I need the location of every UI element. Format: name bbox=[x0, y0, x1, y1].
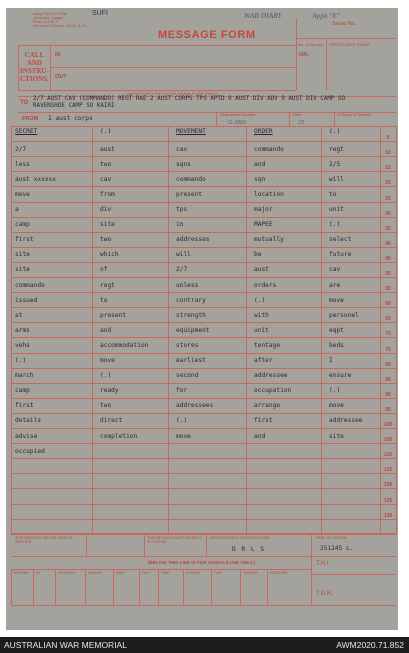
message-word: a bbox=[15, 206, 19, 213]
message-word: tps bbox=[176, 206, 188, 213]
message-word: (.) bbox=[100, 372, 112, 379]
message-word: move bbox=[329, 297, 344, 304]
message-word: stores bbox=[176, 342, 199, 349]
message-word: direct bbox=[100, 417, 123, 424]
message-word: advise bbox=[15, 433, 38, 440]
form-code-line: (Adopted, Large) bbox=[33, 15, 64, 20]
message-word: present bbox=[176, 191, 203, 198]
message-word: and bbox=[100, 327, 112, 334]
message-word: first bbox=[15, 402, 34, 409]
grid-row-line bbox=[11, 307, 396, 308]
message-word: of bbox=[100, 266, 108, 273]
no-of-groups-label: No. of Groups bbox=[298, 42, 323, 47]
system-column-line bbox=[11, 569, 12, 605]
message-word: arms bbox=[15, 327, 30, 334]
row-number: 65 bbox=[385, 316, 391, 322]
from-label: FROM bbox=[22, 116, 39, 122]
message-word: (.) bbox=[254, 297, 266, 304]
message-word: (.) bbox=[329, 387, 341, 394]
message-word: strength bbox=[176, 312, 206, 319]
row-number: 35 bbox=[385, 226, 391, 232]
message-word: orders bbox=[254, 282, 277, 289]
row-number: 40 bbox=[385, 241, 391, 247]
in-reply-label: In Reply to Number bbox=[337, 112, 372, 117]
row-number: 50 bbox=[385, 271, 391, 277]
system-column-line bbox=[211, 569, 212, 605]
message-word: cav bbox=[100, 176, 112, 183]
message-word: vehs bbox=[15, 342, 30, 349]
message-word: first bbox=[15, 236, 34, 243]
grid-row-line bbox=[11, 277, 396, 278]
grid-column-line bbox=[168, 126, 169, 534]
row-number: 115 bbox=[383, 467, 393, 473]
message-word: site bbox=[15, 251, 30, 258]
message-word: I bbox=[329, 357, 333, 364]
form-title: MESSAGE FORM bbox=[158, 29, 256, 41]
grid-row-line bbox=[11, 262, 396, 263]
message-word: second bbox=[176, 372, 199, 379]
row-number: 120 bbox=[383, 482, 393, 488]
message-word: after bbox=[254, 357, 273, 364]
message-word: MAPEE bbox=[254, 221, 273, 228]
message-word: move bbox=[100, 357, 115, 364]
message-word: sqns bbox=[176, 161, 191, 168]
message-word: less bbox=[15, 161, 30, 168]
war-diary-annotation: WAR DIARY bbox=[244, 11, 282, 20]
message-word: at bbox=[15, 312, 23, 319]
message-word: site bbox=[15, 266, 30, 273]
message-word: (.) bbox=[15, 357, 27, 364]
grid-row-line bbox=[11, 156, 396, 157]
message-word: ready bbox=[100, 387, 119, 394]
message-word: addressee bbox=[254, 372, 288, 379]
row-number: 95 bbox=[385, 407, 391, 413]
below-line-note: (BELOW THIS LINE IS FOR SIGNALS USE ONLY.) bbox=[148, 560, 256, 565]
time-of-origin-value: 251245 L. bbox=[320, 545, 354, 552]
archive-reference: AWM2020.71.852 bbox=[336, 640, 404, 650]
message-word: 2/7 bbox=[15, 146, 27, 153]
message-word: SECRET bbox=[15, 128, 38, 135]
row-number: 25 bbox=[385, 196, 391, 202]
grid-row-line bbox=[11, 232, 396, 233]
grid-column-line bbox=[92, 126, 93, 534]
message-word: unless bbox=[176, 282, 199, 289]
serial-no-label: Serial No. bbox=[332, 21, 357, 27]
grid-row-line bbox=[11, 141, 396, 142]
grid-row-line bbox=[11, 337, 396, 338]
message-word: sqn bbox=[254, 176, 266, 183]
grid-row-line bbox=[11, 443, 396, 444]
system-column-line bbox=[240, 569, 241, 605]
message-word: MOVEMENT bbox=[176, 128, 206, 135]
message-word: arrange bbox=[254, 402, 281, 409]
message-word: completion bbox=[100, 433, 138, 440]
system-column-line bbox=[33, 569, 34, 605]
message-word: beds bbox=[329, 342, 344, 349]
system-column-label: IN bbox=[36, 571, 40, 575]
message-word: two bbox=[100, 236, 112, 243]
gr-label: GR. bbox=[299, 52, 309, 58]
grid-row-line bbox=[11, 519, 396, 520]
message-word: march bbox=[15, 372, 34, 379]
cypher-note: THIS MESSAGE MUST BE SENT IN CYPHER bbox=[147, 536, 202, 544]
message-word: first bbox=[254, 417, 273, 424]
message-word: camp bbox=[15, 221, 30, 228]
system-column-line bbox=[139, 569, 140, 605]
system-column-label: SENT bbox=[116, 571, 126, 575]
message-word: in bbox=[176, 221, 184, 228]
message-word: personel bbox=[329, 312, 359, 319]
row-number: 10 bbox=[385, 150, 391, 156]
call-and-instructions-label: CALL AND INSTRU- CTIONS. bbox=[20, 51, 49, 83]
message-word: future bbox=[329, 251, 352, 258]
sent-as-written-note: THIS MESSAGE MAY BE SENT AS WRITTEN bbox=[15, 536, 73, 544]
grid-row-line bbox=[11, 473, 396, 474]
system-column-line bbox=[267, 569, 268, 605]
grid-column-line bbox=[246, 126, 247, 534]
appendix-annotation: Appx "E" bbox=[312, 11, 341, 20]
message-word: which bbox=[100, 251, 119, 258]
grid-row-line bbox=[11, 458, 396, 459]
message-word: addresses bbox=[176, 236, 210, 243]
message-word: move bbox=[176, 433, 191, 440]
message-word: (.) bbox=[100, 128, 112, 135]
row-number: 15 bbox=[385, 165, 391, 171]
message-word: and bbox=[254, 433, 266, 440]
message-word: be bbox=[254, 251, 262, 258]
row-number: 100 bbox=[383, 422, 393, 428]
message-word: regt bbox=[100, 282, 115, 289]
system-column-line bbox=[85, 569, 86, 605]
row-number: 55 bbox=[385, 286, 391, 292]
message-word: eqpt bbox=[329, 327, 344, 334]
grid-row-line bbox=[11, 488, 396, 489]
grid-row-line bbox=[11, 171, 396, 172]
grid-row-line bbox=[11, 322, 396, 323]
message-word: aust bbox=[254, 266, 269, 273]
system-column-label: TIME bbox=[161, 571, 170, 575]
form-code-block bbox=[33, 12, 93, 28]
originator-instructions-value: D R L S bbox=[232, 546, 266, 553]
message-word: mutually bbox=[254, 236, 284, 243]
message-word: cav bbox=[176, 146, 188, 153]
office-date-stamp-label: OFFICE DATE STAMP bbox=[329, 42, 370, 47]
from-value: 1 aust corps bbox=[48, 115, 93, 122]
footer-bottom-line bbox=[11, 605, 396, 606]
row-number: 30 bbox=[385, 211, 391, 217]
grid-column-line bbox=[396, 126, 397, 534]
grid-column-line bbox=[321, 126, 322, 534]
row-number: 110 bbox=[383, 452, 393, 458]
out-label: OUT bbox=[55, 74, 67, 80]
message-word: tentage bbox=[254, 342, 281, 349]
message-word: div bbox=[100, 206, 112, 213]
message-word: will bbox=[329, 176, 344, 183]
message-word: addressee bbox=[329, 417, 363, 424]
date-value: 25 bbox=[298, 119, 305, 126]
to-line: 2/7 AUST CAV (COMMANDO) REGT RAE 2 AUST CORPS TPS APTD 9 AUST DIV ADV 9 AUST DIV CAMP SO bbox=[33, 96, 346, 102]
message-word: commando bbox=[15, 282, 45, 289]
message-word: ORDER bbox=[254, 128, 273, 135]
grid-row-line bbox=[11, 353, 396, 354]
row-number: 70 bbox=[385, 331, 391, 337]
grid-row-line bbox=[11, 217, 396, 218]
message-word: unit bbox=[329, 206, 344, 213]
message-word: for bbox=[176, 387, 188, 394]
message-word: location bbox=[254, 191, 284, 198]
system-column-label: SYSTEM bbox=[14, 571, 28, 575]
message-word: present bbox=[100, 312, 127, 319]
form-code-line: Army Form C.2136 bbox=[33, 11, 67, 16]
grid-row-line bbox=[11, 383, 396, 384]
message-word: addressees bbox=[176, 402, 214, 409]
message-word: site bbox=[100, 221, 115, 228]
to-line: RAVENSHOE CAMP SO KAIRI bbox=[33, 103, 115, 109]
tor-label: T.O.R. bbox=[316, 591, 334, 597]
grid-column-line bbox=[11, 126, 12, 534]
system-column-line bbox=[158, 569, 159, 605]
system-column-line bbox=[55, 569, 56, 605]
message-word: equipment bbox=[176, 327, 210, 334]
grid-row-line bbox=[11, 504, 396, 505]
row-number: 75 bbox=[385, 347, 391, 353]
originators-number-label: Originator's Number bbox=[220, 112, 256, 117]
date-label: Date bbox=[293, 112, 302, 117]
message-word: two bbox=[100, 402, 112, 409]
in-label: IN bbox=[55, 52, 61, 58]
message-word: contrary bbox=[176, 297, 206, 304]
message-word: camp bbox=[15, 387, 30, 394]
message-word: site bbox=[329, 433, 344, 440]
row-number: 105 bbox=[383, 437, 393, 443]
grid-row-line bbox=[11, 428, 396, 429]
message-word: select bbox=[329, 236, 352, 243]
grid-row-line bbox=[11, 398, 396, 399]
message-word: accommodation bbox=[100, 342, 149, 349]
system-column-label: SENDER bbox=[88, 571, 103, 575]
row-number: 20 bbox=[385, 180, 391, 186]
system-column-label: SENDER bbox=[243, 571, 258, 575]
message-form bbox=[6, 8, 398, 630]
grid-row-line bbox=[11, 202, 396, 203]
row-number: 130 bbox=[383, 513, 393, 519]
system-column-label: RECEIVED bbox=[270, 571, 288, 575]
message-word: issued bbox=[15, 297, 38, 304]
signals-use-note: (ABOVE THIS LINE IS FOR SIGNALS USE ONLY) bbox=[126, 91, 217, 96]
form-code-line: Pads of 100 F bbox=[33, 19, 58, 24]
message-word: aust bbox=[100, 146, 115, 153]
message-word: 2/5 bbox=[329, 161, 341, 168]
code-word: SUFI bbox=[92, 10, 108, 17]
system-column-label: TIME bbox=[214, 571, 223, 575]
message-word: to bbox=[100, 297, 108, 304]
thi-label: T.H.I. bbox=[316, 561, 331, 567]
message-word: 2/7 bbox=[176, 266, 188, 273]
row-number: 45 bbox=[385, 256, 391, 262]
message-word: unit bbox=[254, 327, 269, 334]
grid-row-line bbox=[11, 186, 396, 187]
message-word: two bbox=[100, 161, 112, 168]
row-number: 80 bbox=[385, 362, 391, 368]
message-word: regt bbox=[329, 146, 344, 153]
system-column-label: OUT bbox=[142, 571, 150, 575]
system-column-label: SYSTEM bbox=[186, 571, 200, 575]
message-word: occupied bbox=[15, 448, 45, 455]
form-code-line: (Revised October, 1943) (L.P.) bbox=[33, 23, 87, 28]
row-number: 90 bbox=[385, 392, 391, 398]
grid-row-line bbox=[11, 126, 396, 127]
row-number: 60 bbox=[385, 301, 391, 307]
message-word: occupation bbox=[254, 387, 292, 394]
system-column-line bbox=[113, 569, 114, 605]
message-word: (.) bbox=[176, 417, 188, 424]
row-number: 85 bbox=[385, 377, 391, 383]
message-word: to bbox=[329, 191, 337, 198]
message-word: major bbox=[254, 206, 273, 213]
system-column-label: RECEIVED bbox=[58, 571, 76, 575]
message-word: (.) bbox=[329, 221, 341, 228]
archive-name: AUSTRALIAN WAR MEMORIAL bbox=[4, 640, 127, 650]
message-word: commando bbox=[254, 146, 284, 153]
archive-footer bbox=[0, 637, 409, 653]
grid-row-line bbox=[11, 292, 396, 293]
time-of-origin-label: TIME OF ORIGIN bbox=[315, 535, 347, 540]
message-word: are bbox=[329, 282, 341, 289]
message-word: move bbox=[15, 191, 30, 198]
system-column-line bbox=[183, 569, 184, 605]
message-word: earliest bbox=[176, 357, 206, 364]
message-word: from bbox=[100, 191, 115, 198]
originators-number: G 2001 bbox=[228, 119, 247, 126]
message-word: and bbox=[254, 161, 266, 168]
message-word: move bbox=[329, 402, 344, 409]
to-label: TO bbox=[20, 100, 29, 106]
grid-row-line bbox=[11, 413, 396, 414]
row-number: 5 bbox=[386, 135, 390, 141]
message-word: (.) bbox=[329, 128, 341, 135]
message-word: aust xxxxxx bbox=[15, 176, 56, 183]
message-word: ensure bbox=[329, 372, 352, 379]
originator-instructions-label: ORIGINATOR'S INSTRUCTIONS bbox=[210, 535, 270, 540]
row-number: 125 bbox=[383, 498, 393, 504]
message-word: cav bbox=[329, 266, 341, 273]
message-word: details bbox=[15, 417, 42, 424]
message-word: commando bbox=[176, 176, 206, 183]
message-word: with bbox=[254, 312, 269, 319]
grid-row-line bbox=[11, 247, 396, 248]
message-word: will bbox=[176, 251, 191, 258]
grid-row-line bbox=[11, 368, 396, 369]
